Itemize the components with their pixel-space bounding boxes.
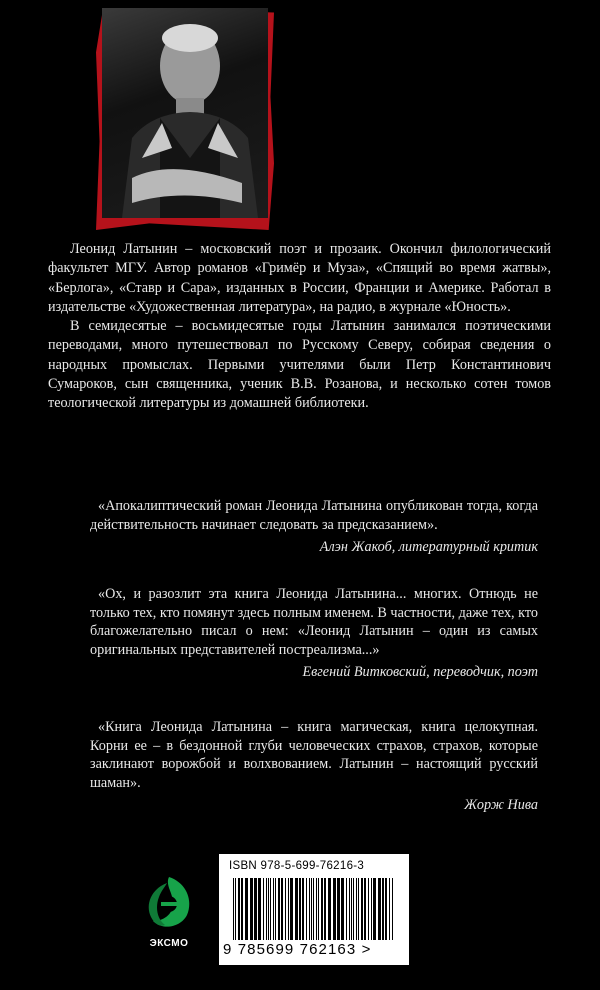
barcode-bar (378, 878, 381, 940)
barcode-bar (238, 878, 240, 940)
barcode-bar (254, 878, 257, 940)
barcode-bar (353, 878, 354, 940)
barcode-bar (302, 878, 304, 940)
barcode-bar (389, 878, 390, 940)
publisher-logo (140, 875, 198, 955)
barcode-bar (371, 878, 372, 940)
bio-paragraph-2: В семидесятые – восьмидесятые годы Латынин занимался поэтическими переводами, много путешествовал по Русскому Северу, собирая сведения о народных промыслах. Первыми учителями были Петр Константинович Сумароков, сын священника, ученик В.В. Розанова, и несколько сотен томов теологической литературы из домашней библиотеки. (48, 318, 551, 412)
barcode-bar (273, 878, 274, 940)
barcode-bar (258, 878, 261, 940)
author-photo-frame (96, 8, 274, 230)
barcode-bar (337, 878, 340, 940)
barcode-bar (373, 878, 376, 940)
barcode-bar (392, 878, 393, 940)
ean-arrow: > (361, 941, 372, 958)
barcode-bar (311, 878, 312, 940)
barcode-bar (361, 878, 363, 940)
barcode-bar (245, 878, 248, 940)
isbn-barcode (219, 854, 409, 965)
review-quote-2 (90, 585, 538, 682)
quote-author: Евгений Витковский, переводчик, поэт (302, 664, 538, 680)
bio-paragraph-1: Леонид Латынин – московский поэт и прозаик. Окончил филологический факультет МГУ. Автор романов «Гримёр и Муза», «Спящий во время жатвы», «Берлога», «Ставр и Сара», изданных в России, Франции и Америке. Работал в издательстве «Художественная литература», на радио, в журнале «Юность». (48, 241, 551, 315)
barcode-bar (263, 878, 264, 940)
barcode-bar (281, 878, 283, 940)
barcode-bar (324, 878, 326, 940)
barcode-bar (235, 878, 236, 940)
review-quote-3 (90, 718, 538, 815)
barcode-bar (364, 878, 366, 940)
isbn-label: ISBN 978-5-699-76216-3 (229, 860, 365, 872)
barcode-bar (288, 878, 289, 940)
barcode-bar (316, 878, 317, 940)
barcode-bar (385, 878, 387, 940)
ean-digits-row (223, 941, 409, 958)
barcode-bar (328, 878, 331, 940)
ean-digits: 9 785699 762163 (223, 941, 357, 958)
barcode-bar (321, 878, 323, 940)
barcode-bar (313, 878, 314, 940)
barcode-bar (295, 878, 298, 940)
barcode-bar (358, 878, 359, 940)
barcode-bar (285, 878, 286, 940)
author-photo (102, 8, 268, 218)
quote-author: Жорж Нива (464, 797, 538, 813)
quote-text: «Ох, и разозлит эта книга Леонида Латынина... многих. Отнюдь не только тех, кто помянут здесь полным именем. В частности, даже тех, кто благожелательно писал о нем: «Леонид Латынин – один из самых оригинальных представителей постреализма...» (90, 586, 538, 658)
barcode-bar (341, 878, 344, 940)
author-biography (48, 240, 551, 414)
barcode-bar (268, 878, 269, 940)
barcode-bar (309, 878, 310, 940)
barcode-bar (290, 878, 293, 940)
barcode-bar (333, 878, 336, 940)
barcode-bar (241, 878, 243, 940)
publisher-name: ЭКСМО (149, 938, 189, 949)
barcode-bar (278, 878, 280, 940)
barcode-bar (318, 878, 319, 940)
quote-text: «Книга Леонида Латынина – книга магическая, книга целокупная. Корни ее – в бездонной глуби человеческих страхов, страхов, которые заклинают ворожбой и волхвованием. Латынин – настоящий русский шаман». (90, 719, 538, 791)
barcode-bars (229, 878, 399, 942)
barcode-bar (266, 878, 267, 940)
eksmo-leaf-icon (143, 875, 195, 931)
barcode-bar (270, 878, 271, 940)
barcode-bar (346, 878, 347, 940)
barcode-bar (275, 878, 276, 940)
barcode-bar (250, 878, 253, 940)
barcode-bar (306, 878, 307, 940)
barcode-bar (233, 878, 234, 940)
barcode-bar (349, 878, 350, 940)
quote-text: «Апокалиптический роман Леонида Латынина опубликован тогда, когда действительность начинает следовать за предсказанием». (90, 498, 538, 533)
review-quote-1 (90, 497, 538, 557)
barcode-bar (368, 878, 369, 940)
barcode-bar (351, 878, 352, 940)
barcode-bar (356, 878, 357, 940)
barcode-bar (382, 878, 384, 940)
barcode-bar (299, 878, 301, 940)
quote-author: Алэн Жакоб, литературный критик (319, 539, 538, 555)
